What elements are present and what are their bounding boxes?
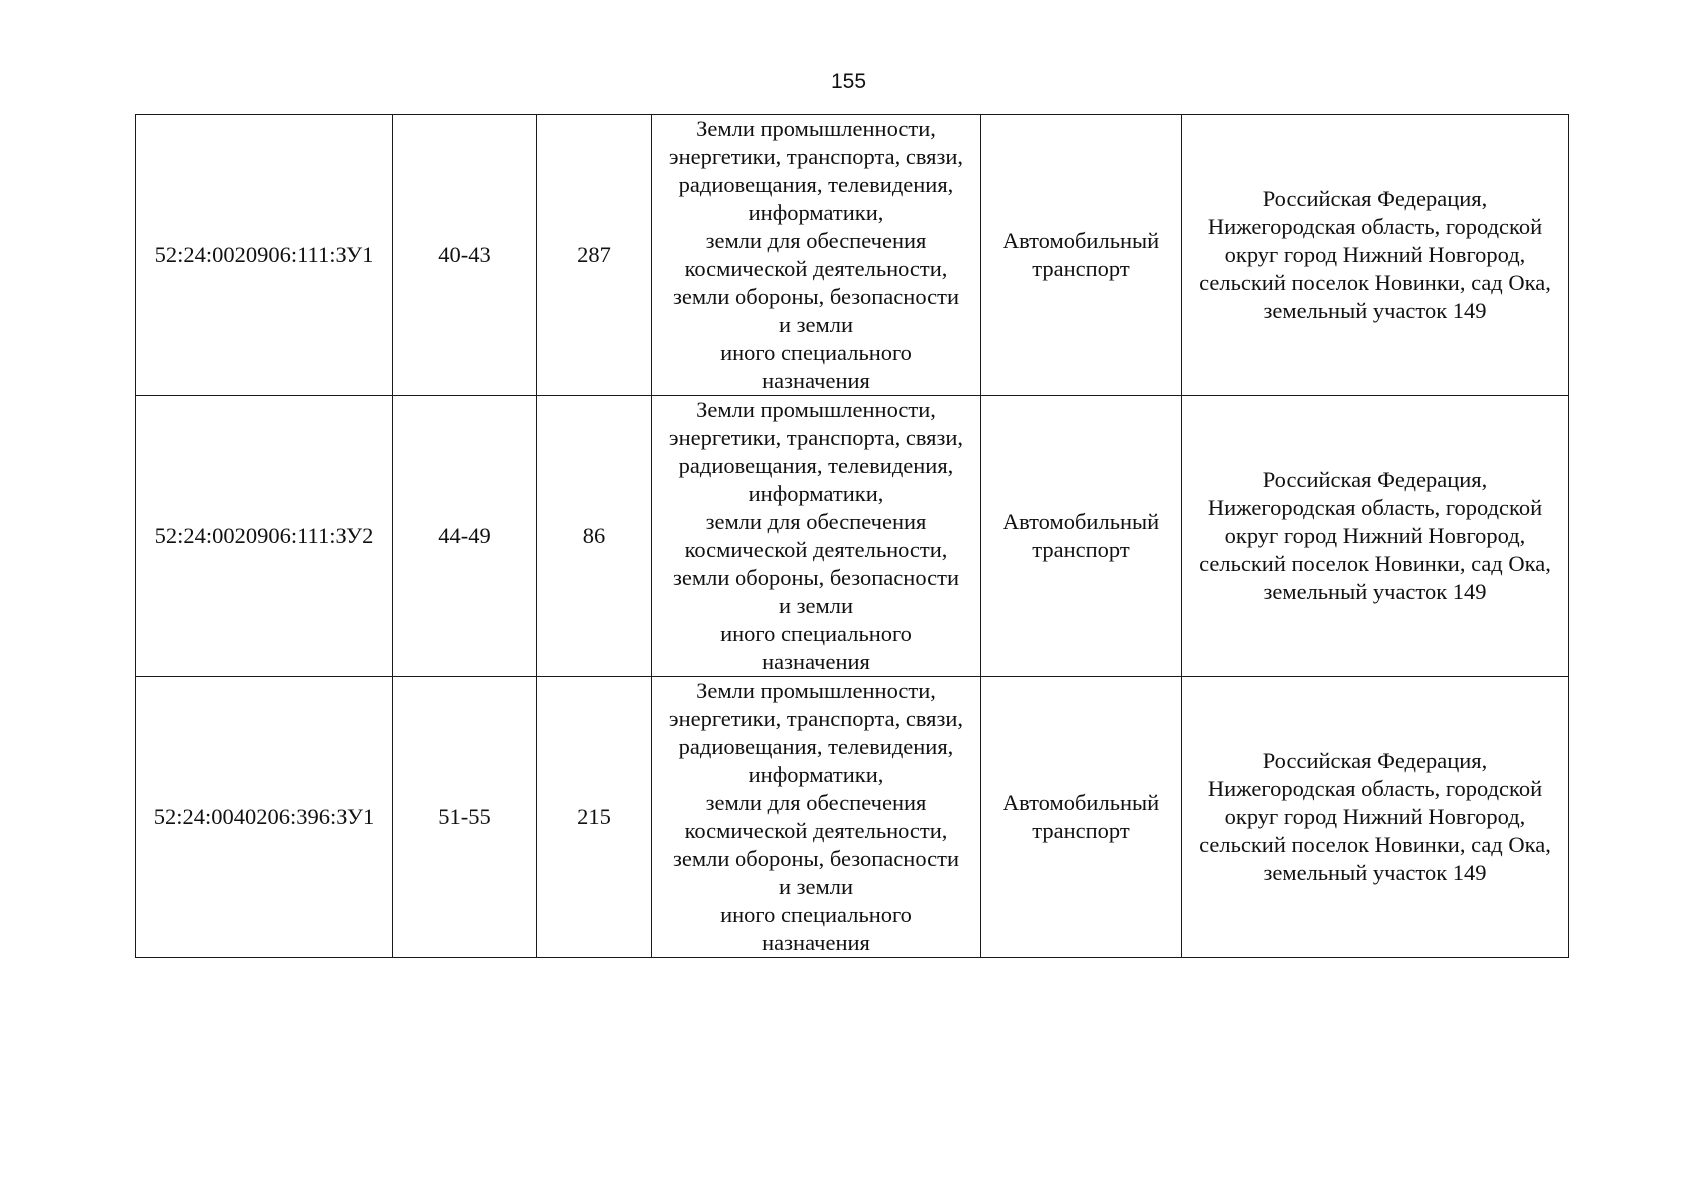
address-cell [1182, 396, 1569, 677]
permitted-use-cell [981, 115, 1182, 396]
cadastral-number-cell: 52:24:0020906:111:ЗУ1 [136, 115, 393, 396]
address-text: Российская Федерация, Нижегородская область, городской округ город Нижний Новгород, сельский поселок Новинки, сад Ока, земельный участок 149 [1199, 748, 1551, 885]
land-category-text: Земли промышленности, энергетики, транспорта, связи, радиовещания, телевидения, информатики, земли для обеспечения космической деятельности, земли обороны, безопасности и земли иного специального назначения [668, 397, 964, 674]
permitted-use-text: Автомобильный транспорт [1002, 509, 1160, 562]
land-category-cell [652, 396, 981, 677]
table-row [136, 396, 1569, 677]
land-category-cell [652, 677, 981, 958]
address-cell [1182, 115, 1569, 396]
land-category-cell [652, 115, 981, 396]
page-number: 155 [830, 70, 867, 93]
permitted-use-cell [981, 396, 1182, 677]
land-plots-table [135, 114, 1569, 958]
table-row [136, 677, 1569, 958]
address-cell [1182, 677, 1569, 958]
area-cell: 215 [537, 677, 652, 958]
boundary-points-cell: 40-43 [393, 115, 537, 396]
address-text: Российская Федерация, Нижегородская область, городской округ город Нижний Новгород, сельский поселок Новинки, сад Ока, земельный участок 149 [1199, 186, 1551, 323]
land-category-text: Земли промышленности, энергетики, транспорта, связи, радиовещания, телевидения, информатики, земли для обеспечения космической деятельности, земли обороны, безопасности и земли иного специального назначения [668, 116, 964, 393]
permitted-use-text: Автомобильный транспорт [1002, 228, 1160, 281]
cadastral-number-cell: 52:24:0020906:111:ЗУ2 [136, 396, 393, 677]
land-category-text: Земли промышленности, энергетики, транспорта, связи, радиовещания, телевидения, информатики, земли для обеспечения космической деятельности, земли обороны, безопасности и земли иного специального назначения [668, 678, 964, 955]
area-cell: 86 [537, 396, 652, 677]
boundary-points-cell: 44-49 [393, 396, 537, 677]
permitted-use-cell [981, 677, 1182, 958]
cadastral-number-cell: 52:24:0040206:396:ЗУ1 [136, 677, 393, 958]
permitted-use-text: Автомобильный транспорт [1002, 790, 1160, 843]
address-text: Российская Федерация, Нижегородская область, городской округ город Нижний Новгород, сельский поселок Новинки, сад Ока, земельный участок 149 [1199, 467, 1551, 604]
boundary-points-cell: 51-55 [393, 677, 537, 958]
table-row [136, 115, 1569, 396]
area-cell: 287 [537, 115, 652, 396]
